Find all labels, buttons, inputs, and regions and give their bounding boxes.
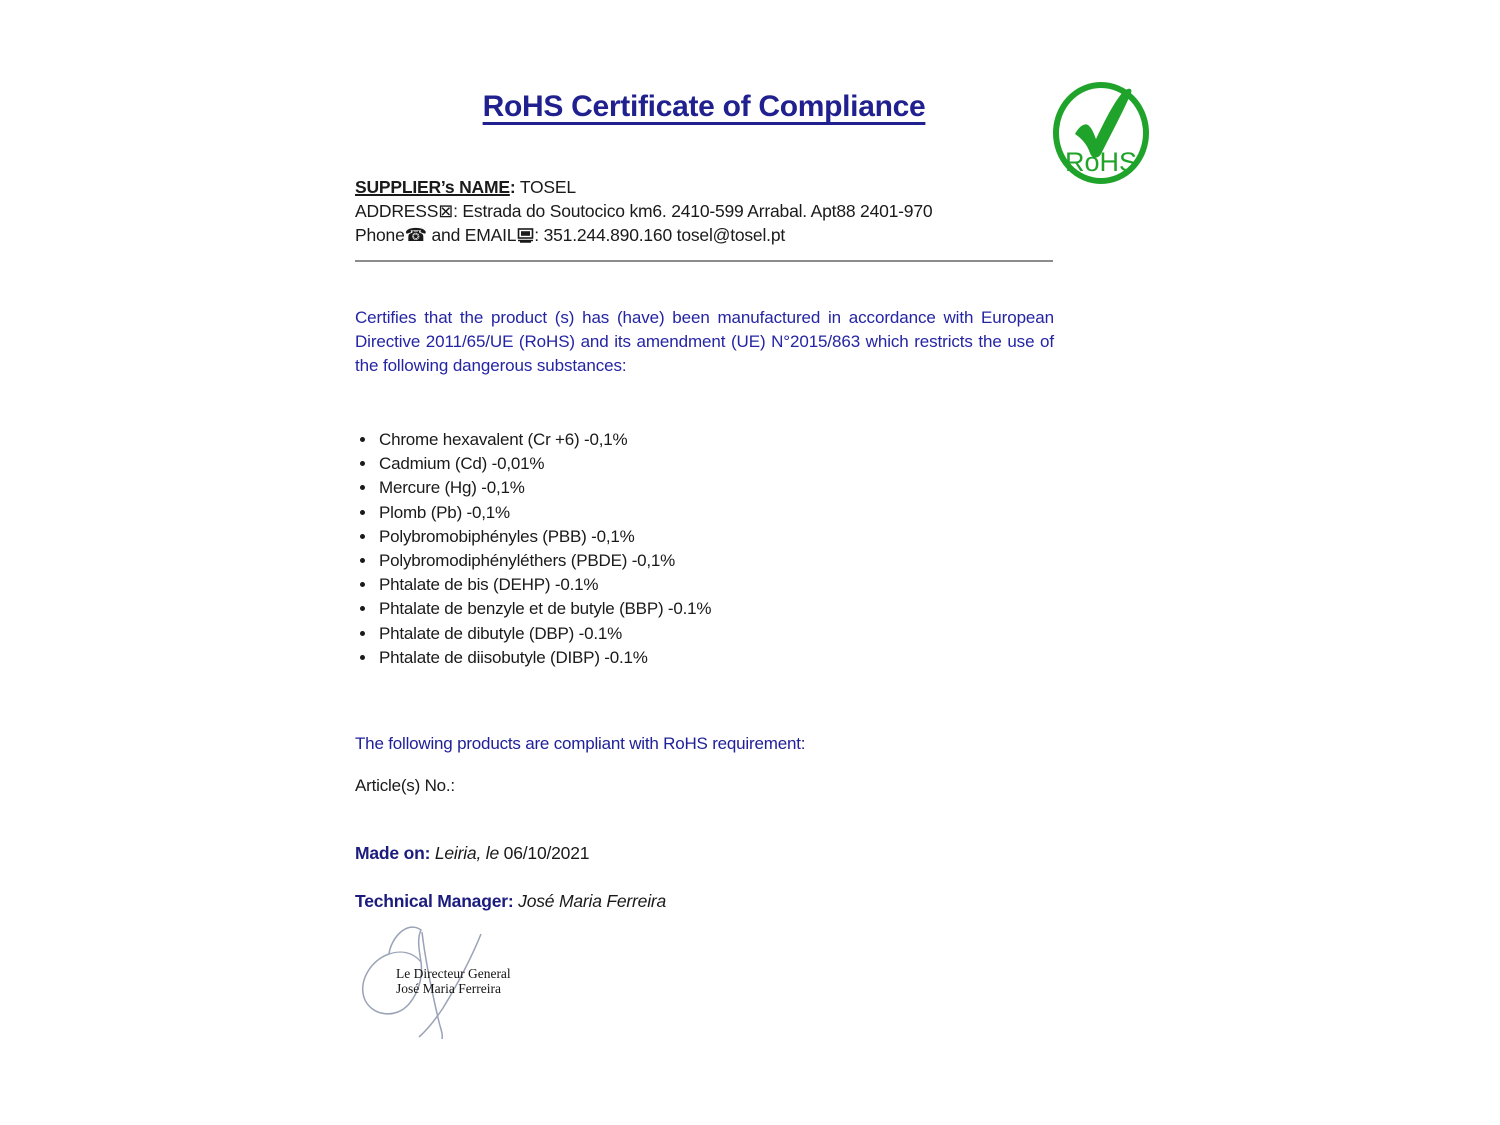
substance-list (355, 428, 1076, 670)
articles-label: Article(s) No.: (355, 776, 455, 795)
substance-item: • Cadmium (Cd) -0,01% (377, 452, 1076, 476)
supplier-address-line (355, 199, 932, 223)
substance-item: • Phtalate de diisobutyle (DIBP) -0.1% (377, 646, 1076, 670)
rohs-logo (1051, 80, 1151, 186)
technical-manager-line (355, 891, 666, 912)
supplier-name-label: SUPPLIER’s NAME (355, 177, 510, 197)
substance-item: • Phtalate de benzyle et de butyle (BBP) -0.1% (377, 597, 1076, 621)
signature-block (355, 916, 585, 1066)
supplier-block (355, 175, 932, 247)
made-on-date: 06/10/2021 (499, 843, 590, 863)
made-on-place: Leiria, le (430, 843, 500, 863)
logo-label: RoHS (1064, 147, 1138, 177)
substance-item: • Phtalate de dibutyle (DBP) -0.1% (377, 622, 1076, 646)
phone-label: Phone (355, 225, 405, 245)
made-on-label: Made on: (355, 843, 431, 863)
substance-item: • Phtalate de bis (DEHP) -0.1% (377, 573, 1076, 597)
supplier-name-value: TOSEL (515, 177, 576, 197)
rohs-logo-graphic (1051, 80, 1151, 186)
substance-item: • Chrome hexavalent (Cr +6) -0,1% (377, 428, 1076, 452)
horizontal-divider (355, 260, 1053, 262)
signature-text (396, 966, 511, 996)
compliance-note: The following products are compliant with RoHS requirement: (355, 734, 806, 753)
made-on-line (355, 843, 589, 864)
substance-item: • Plomb (Pb) -0,1% (377, 501, 1076, 525)
substance-item: • Polybromodiphényléthers (PBDE) -0,1% (377, 549, 1076, 573)
substance-item: • Mercure (Hg) -0,1% (377, 476, 1076, 500)
email-label: and EMAIL (426, 225, 517, 245)
computer-icon (517, 228, 534, 243)
phone-icon: ☎ (404, 225, 427, 245)
address-label: ADDRESS (355, 201, 439, 221)
technical-manager-name: José Maria Ferreira (513, 891, 667, 911)
certification-statement: Certifies that the product (s) has (have) been manufactured in accordance with European Directive 2011/65/UE (RoHS) and its amendment (UE) N°2015/863 which restricts the use of the following dangerous substances: (355, 308, 1054, 375)
signature-name: José Maria Ferreira (396, 981, 501, 996)
signature-title: Le Directeur General (396, 966, 511, 981)
contact-value: : 351.244.890.160 tosel@tosel.pt (534, 225, 786, 245)
address-value: : Estrada do Soutocico km6. 2410-599 Arrabal. Apt88 2401-970 (453, 201, 933, 221)
supplier-name-colon: : (509, 177, 516, 197)
page-title: RoHS Certificate of Compliance (482, 90, 926, 123)
substance-item: • Polybromobiphényles (PBB) -0,1% (377, 525, 1076, 549)
supplier-name-line (355, 175, 932, 199)
technical-manager-label: Technical Manager: (355, 891, 514, 911)
envelope-icon: ⊠ (438, 201, 454, 221)
supplier-contact-line (355, 223, 932, 247)
